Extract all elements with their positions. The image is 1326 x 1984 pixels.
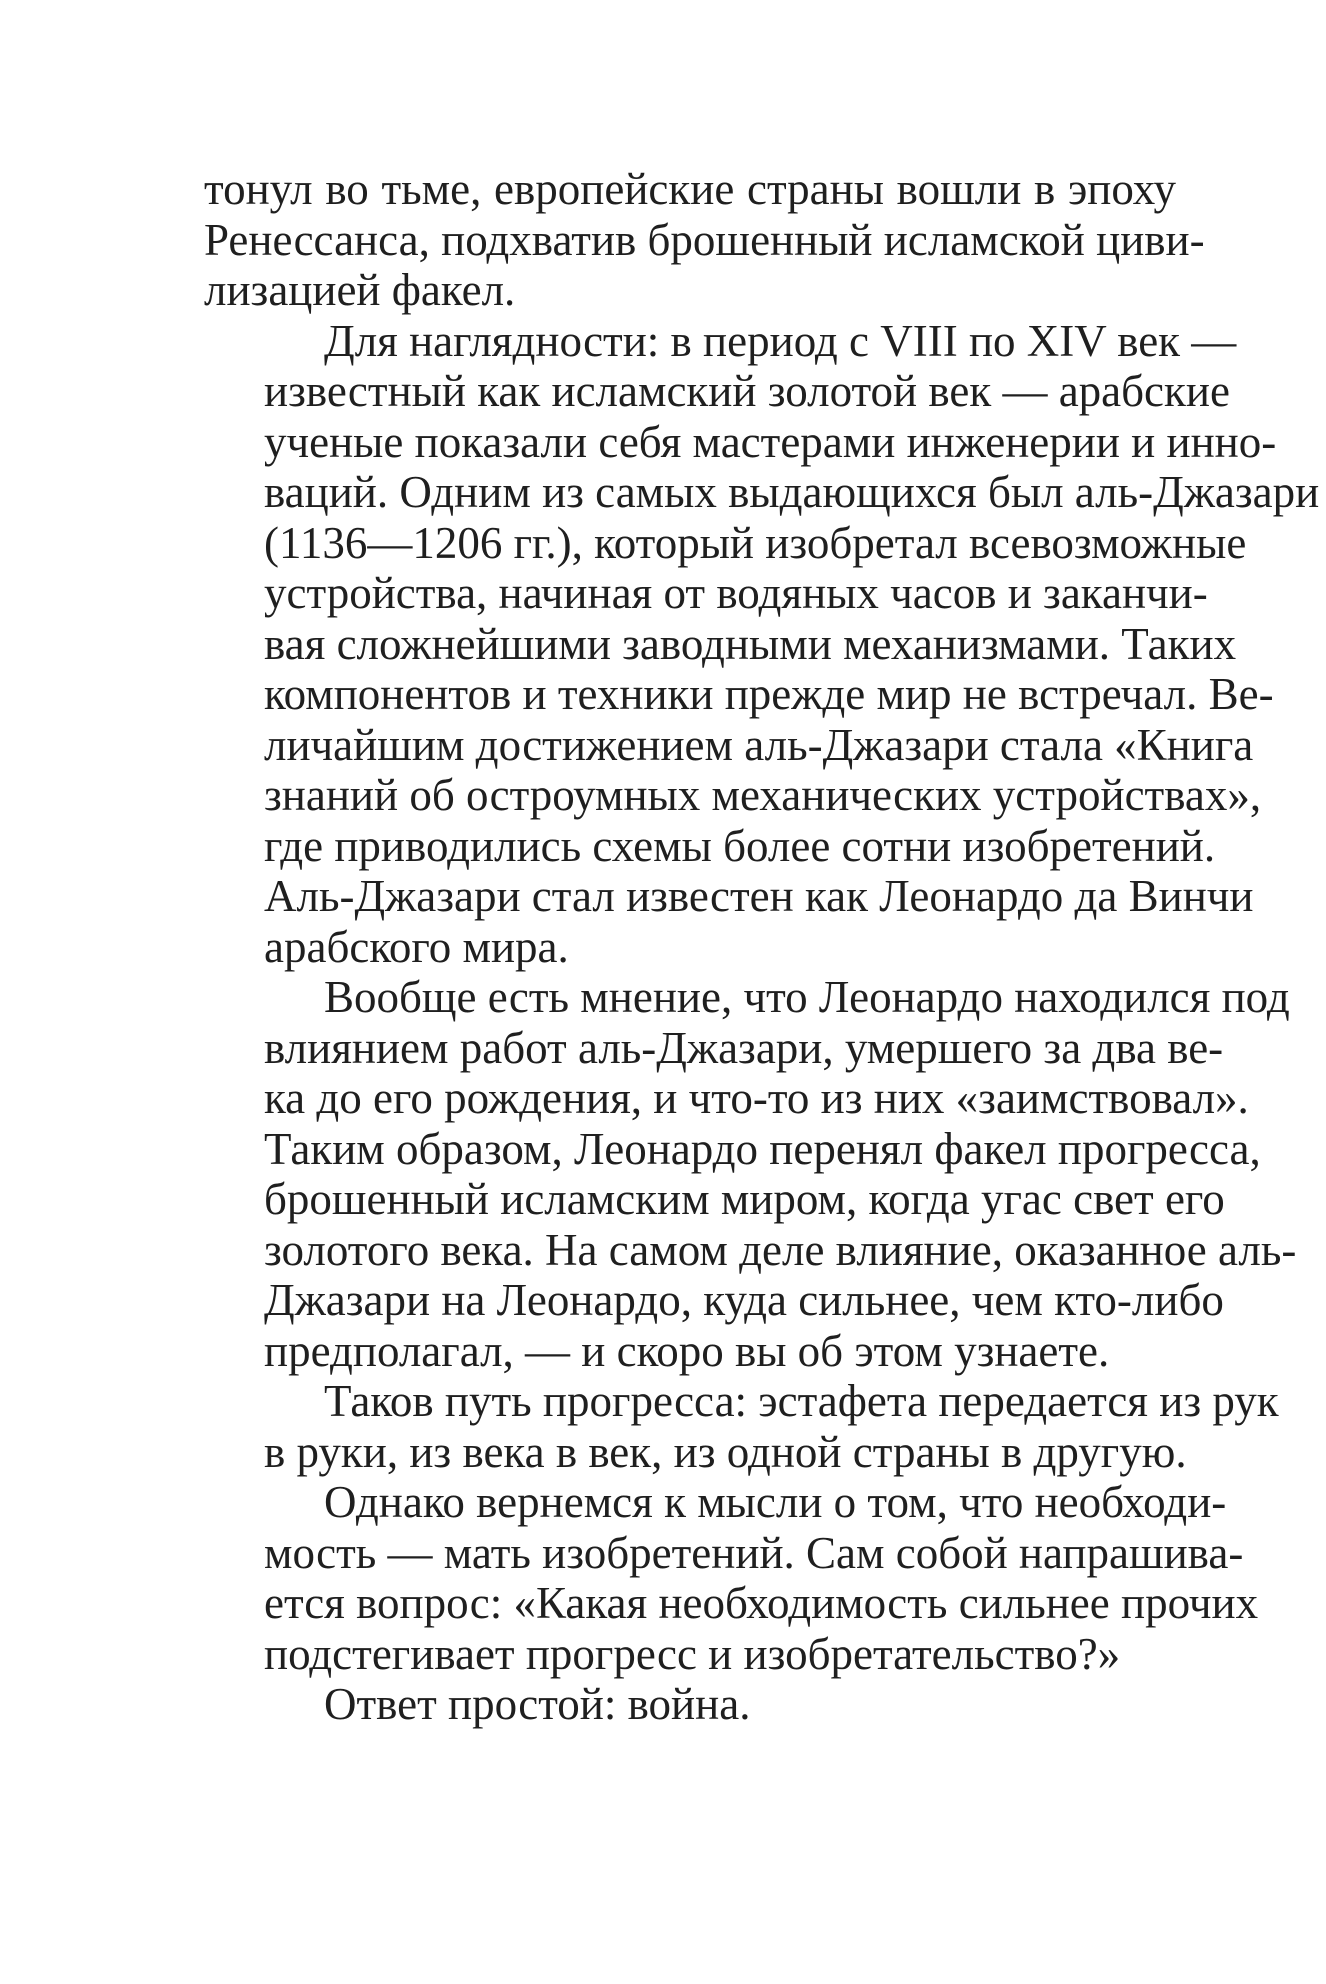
body-text [204, 164, 1320, 1730]
text-line: арабского мира. [264, 921, 569, 972]
text-line: Ответ простой: война. [324, 1679, 751, 1729]
text-line: личайшим достижением аль-Джазари стала «Книга [264, 719, 1254, 770]
text-line: влиянием работ аль-Джазари, умершего за два ве- [264, 1022, 1224, 1073]
text-line: ваций. Одним из самых выдающихся был аль-Джазари [264, 467, 1320, 517]
text-line: ется вопрос: «Какая необходимость сильнее прочих [264, 1578, 1259, 1628]
text-line: устройства, начиная от водяных часов и заканчи- [264, 568, 1208, 618]
text-line: в руки, из века в век, из одной страны в другую. [264, 1426, 1187, 1477]
text-line: Аль-Джазари стал известен как Леонардо да Винчи [264, 871, 1254, 921]
text-line: Для наглядности: в период с VIII по XIV век — [324, 315, 1237, 366]
text-line: (1136—1206 гг.), который изобретал всевозможные [264, 517, 1247, 568]
text-line: ка до его рождения, и что-то из них «заимствовал». [264, 1073, 1249, 1123]
text-line: где приводились схемы более сотни изобретений. [264, 820, 1216, 871]
text-line: Ренессанса, подхватив брошенный исламской циви- [204, 214, 1205, 265]
text-line: золотого века. На самом деле влияние, оказанное аль- [264, 1224, 1297, 1275]
text-line: известный как исламский золотой век — арабские [264, 366, 1230, 416]
text-line: подстегивает прогресс и изобретательство?» [264, 1628, 1121, 1679]
text-line: Однако вернемся к мысли о том, что необходи- [324, 1477, 1227, 1527]
text-line: мость — мать изобретений. Сам собой напрашива- [264, 1527, 1244, 1578]
text-line: вая сложнейшими заводными механизмами. Таких [264, 618, 1237, 669]
text-line: лизацией факел. [204, 265, 516, 315]
text-line: компонентов и техники прежде мир не встречал. Ве- [264, 669, 1274, 719]
text-line: Таков путь прогресса: эстафета передается из рук [324, 1376, 1279, 1426]
text-line: Таким образом, Леонардо перенял факел прогресса, [264, 1123, 1261, 1174]
text-line: тонул во тьме, европейские страны вошли в эпоху [204, 164, 1176, 214]
paragraph-5 [204, 1477, 1259, 1679]
text-line: Вообще есть мнение, что Леонардо находился под [324, 972, 1290, 1022]
text-line: Джазари на Леонардо, куда сильнее, чем кто-либо [264, 1275, 1224, 1325]
text-line: ученые показали себя мастерами инженерии и инно- [264, 416, 1277, 467]
paragraph-3 [204, 972, 1297, 1376]
paragraph-2 [204, 315, 1320, 973]
text-line: знаний об остроумных механических устройствах», [264, 770, 1262, 820]
paragraph-4 [204, 1376, 1279, 1477]
text-line: предполагал, — и скоро вы об этом узнаете. [264, 1325, 1110, 1376]
paragraph-1 [204, 164, 1205, 316]
paragraph-6 [204, 1679, 1176, 1730]
text-line: брошенный исламским миром, когда угас свет его [264, 1174, 1225, 1224]
